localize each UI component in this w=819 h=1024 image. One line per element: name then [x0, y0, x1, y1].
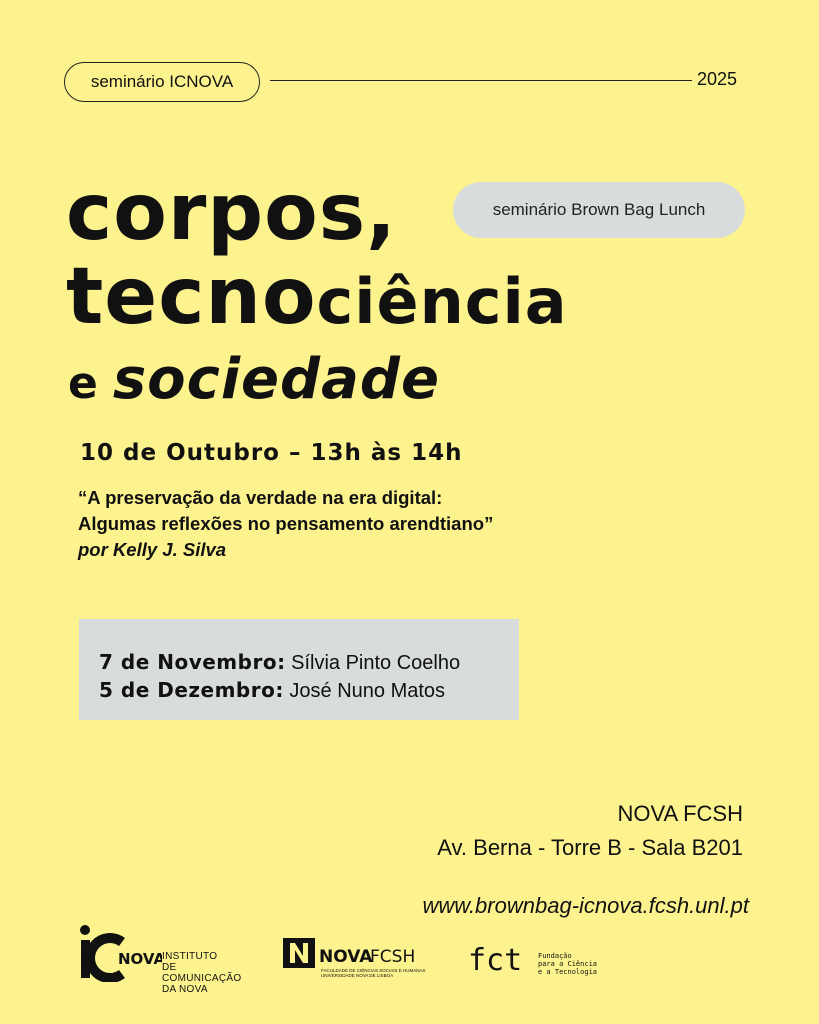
series-label: seminário Brown Bag Lunch: [492, 200, 706, 219]
title-e: e: [68, 358, 99, 409]
icnova-wordmark: [162, 951, 258, 995]
nova-fcsh-mark-icon: [283, 938, 428, 968]
year-label: 2025: [697, 69, 738, 89]
icnova-text-line: DA NOVA: [162, 984, 208, 995]
website-link[interactable]: www.brownbag-icnova.fcsh.unl.pt: [422, 893, 749, 918]
icnova-text-line: INSTITUTO: [162, 951, 218, 962]
title-line-1: corpos,: [66, 168, 397, 258]
title-tecno: tecno: [66, 252, 317, 342]
upcoming-date: 7 de Novembro:: [99, 650, 286, 674]
upcoming-date: 5 de Dezembro:: [99, 678, 284, 702]
venue-address: Av. Berna - Torre B - Sala B201: [437, 835, 743, 860]
title-line-2: [66, 252, 568, 342]
icnova-mark-text: NOVA: [118, 950, 162, 968]
talk-title-line-2: Algumas reflexões no pensamento arendtiano”: [78, 513, 494, 534]
series-pill: [453, 182, 745, 238]
nova-fcsh-logo: [283, 938, 428, 984]
upcoming-speaker: Sílvia Pinto Coelho: [291, 652, 461, 674]
fct-mark-icon: [468, 938, 534, 978]
talk-title-line-1: “A preservação da verdade na era digital:: [78, 487, 443, 508]
upcoming-item: [99, 678, 445, 703]
upcoming-sessions-box: [79, 619, 519, 720]
fct-mark-text: fct: [468, 943, 523, 978]
icnova-text-line: DE COMUNICAÇÃO: [162, 962, 242, 984]
fct-text-line: para a Ciência: [538, 960, 598, 968]
seminar-tag: [64, 62, 260, 102]
fcsh-subtitle: [321, 968, 426, 978]
venue-name: NOVA FCSH: [617, 801, 743, 826]
title-sociedade: sociedade: [112, 347, 440, 412]
session-date-time: 10 de Outubro – 13h às 14h: [80, 440, 463, 466]
fcsh-subtitle-line: UNIVERSIDADE NOVA DE LISBOA: [321, 973, 394, 978]
fct-logo: [468, 938, 598, 978]
upcoming-speaker: José Nuno Matos: [289, 680, 446, 702]
fct-wordmark: [538, 952, 597, 976]
fcsh-mark-fcsh: FCSH: [370, 947, 416, 967]
fcsh-mark-nova: NOVA: [319, 947, 373, 967]
fct-text-line: e a Tecnologia: [538, 968, 598, 976]
venue-block: [437, 797, 743, 865]
fcsh-subtitle-line: FACULDADE DE CIÊNCIAS SOCIAIS E HUMANAS: [321, 968, 426, 973]
title-line-3: [68, 347, 440, 412]
title-ciencia: ciência: [316, 265, 568, 338]
header-divider: [270, 80, 692, 81]
fct-text-line: Fundação: [538, 952, 572, 960]
upcoming-item: [99, 650, 460, 675]
talk-title: [78, 485, 493, 537]
talk-speaker: por Kelly J. Silva: [78, 539, 227, 560]
icnova-mark-icon: [78, 924, 162, 982]
seminar-tag-label: seminário ICNOVA: [90, 72, 234, 91]
icnova-logo: [78, 924, 258, 995]
